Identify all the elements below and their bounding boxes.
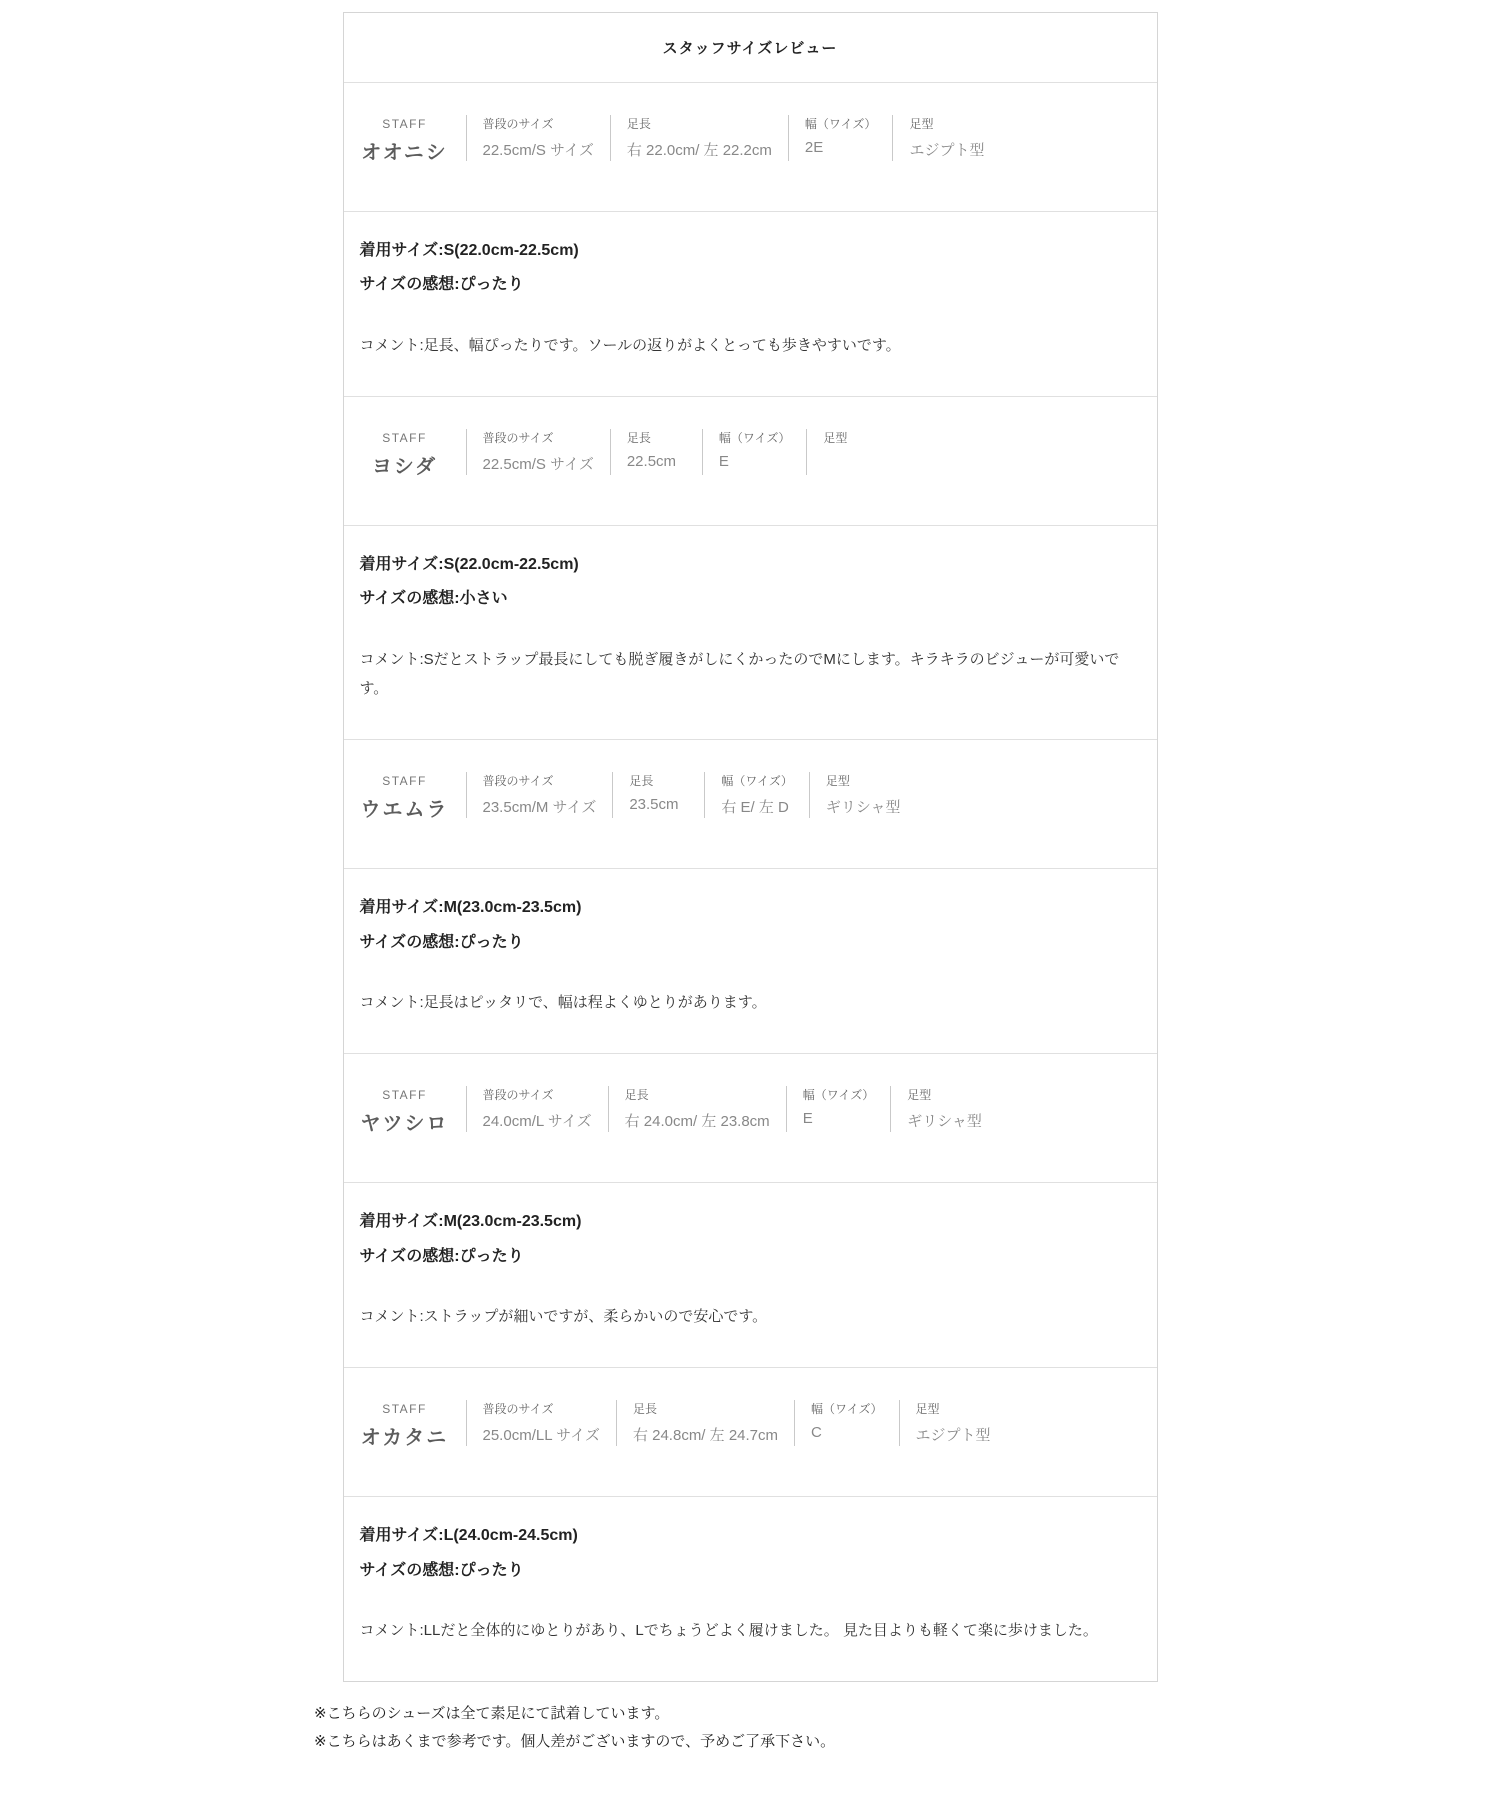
- worn-size-label: 着用サイズ:: [359, 556, 444, 574]
- usual-size-label: 普段のサイズ: [482, 1402, 554, 1417]
- foot-length-cell: [616, 1400, 794, 1446]
- width-value: C: [811, 1424, 822, 1442]
- foot-length-value: 22.5cm: [626, 453, 677, 471]
- impression-label: サイズの感想:: [359, 590, 460, 608]
- width-value: 2E: [804, 139, 824, 156]
- foot-shape-cell: [809, 772, 917, 818]
- foot-shape-label: 足型: [915, 1402, 940, 1417]
- width-cell: [788, 115, 893, 161]
- foot-shape-cell: [806, 429, 896, 475]
- comment-value: 足長はピッタリで、幅は程よくゆとりがあります。: [423, 994, 767, 1012]
- width-cell: [786, 1086, 891, 1132]
- usual-size-cell: [466, 772, 613, 818]
- width-cell: [704, 772, 809, 818]
- width-label: 幅（ワイズ）: [718, 431, 791, 446]
- width-value: E: [802, 1110, 813, 1128]
- comment-line: [360, 1616, 1141, 1645]
- comment-label: コメント:: [359, 1308, 424, 1326]
- staff-info-row: [344, 1053, 1157, 1182]
- width-cell: [794, 1400, 899, 1446]
- worn-size-label: 着用サイズ:: [359, 899, 444, 917]
- review-block: [344, 868, 1157, 1053]
- staff-name-cell: [344, 772, 466, 822]
- foot-shape-cell: [899, 1400, 1007, 1446]
- impression-line: [360, 268, 1141, 302]
- staff-name: ヨシダ: [371, 456, 438, 479]
- staff-label: STAFF: [382, 774, 427, 789]
- foot-length-value: 23.5cm: [629, 796, 679, 814]
- usual-size-cell: [466, 429, 610, 475]
- worn-size-value: S(22.0cm-22.5cm): [443, 242, 579, 259]
- staff-name-cell: [344, 1086, 466, 1136]
- staff-label: STAFF: [382, 1402, 427, 1417]
- usual-size-value: 22.5cm/S サイズ: [482, 456, 594, 474]
- staff-name: オオニシ: [361, 142, 448, 164]
- foot-length-value: 右 24.8cm/ 左 24.7cm: [632, 1427, 779, 1445]
- usual-size-label: 普段のサイズ: [482, 774, 554, 789]
- review-block: [344, 525, 1157, 739]
- usual-size-value: 22.5cm/S サイズ: [482, 142, 594, 159]
- foot-length-value: 右 22.0cm/ 左 22.2cm: [626, 142, 772, 159]
- foot-length-label: 足長: [629, 774, 654, 789]
- usual-size-value: 24.0cm/L サイズ: [482, 1113, 592, 1131]
- usual-size-value: 25.0cm/LL サイズ: [482, 1427, 600, 1445]
- staff-label: STAFF: [382, 117, 427, 131]
- comment-label: コメント:: [359, 336, 424, 354]
- staff-info-row: [344, 739, 1157, 868]
- width-label: 幅（ワイズ）: [802, 1088, 875, 1103]
- comment-label: コメント:: [359, 994, 424, 1012]
- staff-name-cell: [344, 429, 466, 479]
- worn-size-line: [360, 891, 1141, 925]
- foot-length-cell: [608, 1086, 786, 1132]
- footnotes: [314, 1700, 1186, 1756]
- foot-shape-cell: [890, 1086, 998, 1132]
- impression-label: サイズの感想:: [359, 276, 460, 294]
- foot-length-cell: [610, 429, 702, 475]
- foot-length-label: 足長: [624, 1088, 649, 1103]
- impression-label: サイズの感想:: [359, 1561, 460, 1579]
- impression-line: [360, 1554, 1141, 1588]
- staff-info-row: [344, 82, 1157, 211]
- impression-value: ぴったり: [459, 276, 524, 294]
- comment-line: [360, 1302, 1141, 1331]
- comment-value: ストラップが細いですが、柔らかいので安心です。: [423, 1308, 768, 1326]
- comment-value: 足長、幅ぴったりです。ソールの返りがよくとっても歩きやすいです。: [423, 336, 901, 354]
- comment-value: Sだとストラップ最長にしても脱ぎ履きがしにくかったのでMにします。キラキラのビジューが可愛いです。: [359, 650, 1120, 698]
- comment-label: コメント:: [359, 650, 424, 668]
- worn-size-label: 着用サイズ:: [359, 242, 444, 259]
- usual-size-label: 普段のサイズ: [482, 431, 554, 446]
- foot-shape-cell: [892, 115, 1000, 161]
- staff-name-cell: [344, 115, 466, 165]
- foot-length-label: 足長: [626, 117, 651, 131]
- impression-value: ぴったり: [459, 933, 524, 951]
- foot-length-label: 足長: [626, 431, 651, 446]
- usual-size-cell: [466, 115, 610, 161]
- impression-line: [360, 1240, 1141, 1274]
- foot-shape-label: 足型: [825, 774, 850, 789]
- foot-shape-label: 足型: [907, 1088, 932, 1103]
- usual-size-label: 普段のサイズ: [482, 1088, 554, 1103]
- worn-size-line: [360, 548, 1141, 582]
- usual-size-label: 普段のサイズ: [482, 117, 554, 131]
- impression-value: ぴったり: [459, 1561, 524, 1579]
- width-label: 幅（ワイズ）: [721, 774, 793, 789]
- worn-size-label: 着用サイズ:: [359, 1213, 444, 1231]
- width-cell: [702, 429, 807, 475]
- foot-length-value: 右 24.0cm/ 左 23.8cm: [624, 1113, 770, 1131]
- foot-shape-label: 足型: [909, 117, 934, 131]
- staff-label: STAFF: [382, 431, 427, 446]
- review-block: [344, 1496, 1157, 1681]
- worn-size-value: S(22.0cm-22.5cm): [443, 556, 579, 574]
- width-value: 右 E/ 左 D: [721, 799, 789, 817]
- staff-name-cell: [344, 1400, 466, 1450]
- comment-line: [360, 645, 1141, 704]
- panel-title: スタッフサイズレビュー: [662, 40, 838, 57]
- width-label: 幅（ワイズ）: [811, 1402, 883, 1417]
- foot-shape-value: エジプト型: [915, 1427, 991, 1445]
- staff-label: STAFF: [382, 1088, 427, 1103]
- staff-info-row: [344, 1367, 1157, 1496]
- foot-length-cell: [610, 115, 788, 161]
- width-label: 幅（ワイズ）: [804, 117, 877, 131]
- worn-size-label: 着用サイズ:: [359, 1527, 444, 1545]
- footnote: ※こちらはあくまで参考です。個人差がございますので、予めご了承下さい。: [314, 1733, 836, 1751]
- usual-size-value: 23.5cm/M サイズ: [482, 799, 597, 817]
- foot-length-label: 足長: [632, 1402, 657, 1417]
- worn-size-line: [360, 1519, 1141, 1553]
- worn-size-line: [360, 234, 1141, 268]
- impression-line: [360, 926, 1141, 960]
- foot-shape-value: ギリシャ型: [825, 799, 901, 817]
- foot-shape-value: ギリシャ型: [907, 1113, 982, 1131]
- impression-value: 小さい: [459, 590, 508, 608]
- worn-size-line: [360, 1205, 1141, 1239]
- worn-size-value: L(24.0cm-24.5cm): [443, 1527, 578, 1545]
- width-value: E: [718, 453, 729, 471]
- impression-line: [360, 582, 1141, 616]
- comment-line: [360, 331, 1141, 360]
- usual-size-cell: [466, 1400, 616, 1446]
- staff-info-row: [344, 396, 1157, 525]
- foot-length-cell: [612, 772, 704, 818]
- foot-shape-label: 足型: [823, 431, 848, 446]
- impression-value: ぴったり: [459, 1247, 524, 1265]
- comment-value: LLだと全体的にゆとりがあり、Lでちょうどよく履けました。 見た目よりも軽くて楽に歩けました。: [423, 1622, 1098, 1640]
- impression-label: サイズの感想:: [359, 1247, 460, 1265]
- usual-size-cell: [466, 1086, 608, 1132]
- staff-name: オカタニ: [360, 1427, 449, 1450]
- review-block: [344, 211, 1157, 396]
- staff-name: ウエムラ: [360, 799, 449, 822]
- comment-line: [360, 988, 1141, 1017]
- foot-shape-value: エジプト型: [909, 142, 985, 159]
- staff-name: ヤツシロ: [360, 1113, 449, 1136]
- worn-size-value: M(23.0cm-23.5cm): [443, 899, 582, 917]
- worn-size-value: M(23.0cm-23.5cm): [443, 1213, 582, 1231]
- staff-size-review-panel: [343, 12, 1158, 1682]
- review-block: [344, 1182, 1157, 1367]
- footnote: ※こちらのシューズは全て素足にて試着しています。: [314, 1705, 670, 1723]
- comment-label: コメント:: [359, 1622, 424, 1640]
- impression-label: サイズの感想:: [359, 933, 460, 951]
